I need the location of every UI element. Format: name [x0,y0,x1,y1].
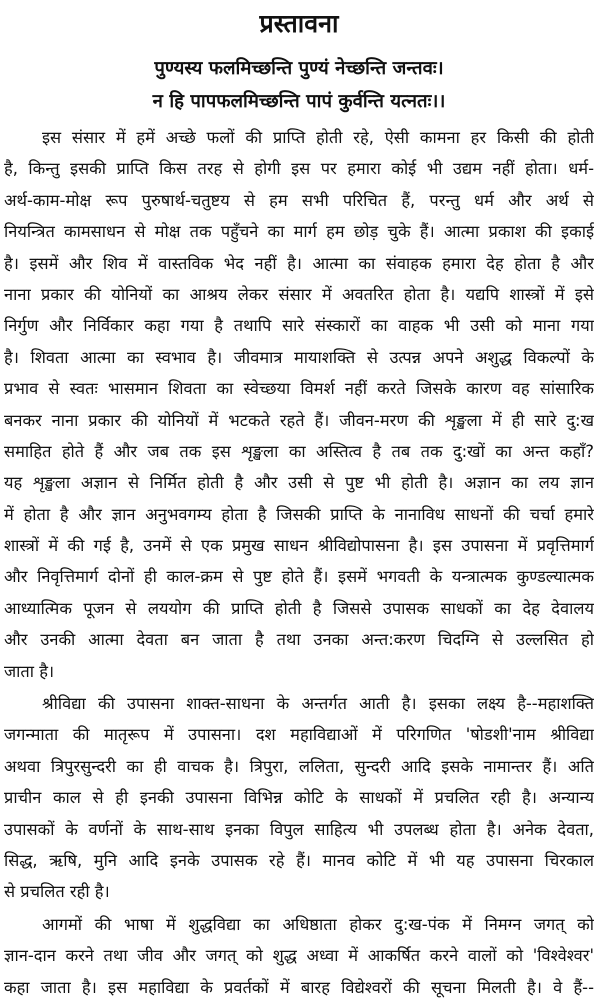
text-line: शास्त्रों में की गई है, उनमें से एक प्रमुख साधन श्रीविद्योपासना है। इस उपासना में प्रवृत्तिमार्ग [4,536,594,556]
text-line: कहा जाता है। इस महाविद्या के प्रवर्तकों में बारह विद्येश्वरों की सूचना मिलती है। वे हैं-- [4,977,594,997]
text-line: है। शिवता आत्मा का स्वभाव है। जीवमात्र मायाशक्ति से उत्पन्न अपने अशुद्ध विकल्पों के [4,347,594,367]
paragraph-1 [4,122,594,687]
text-line: अर्थ-काम-मोक्ष रूप पुरुषार्थ-चतुष्टय से हम सभी परिचित हैं, परन्तु धर्म और अर्थ से [4,190,594,210]
text-line: इस संसार में हमें अच्छे फलों की प्राप्ति होती रहे, ऐसी कामना हर किसी की होती [42,128,594,147]
page-title: प्रस्तावना [259,9,339,38]
text-line: जगन्माता की मातृरूप में उपासना। दश महाविद्याओं में परिगणित 'षोडशी'नाम श्रीविद्या [4,725,594,745]
text-line: नाना प्रकार की योनियों का आश्रय लेकर संसार में अवतरित होता है। यद्यपि शास्त्रों में इसे [4,284,594,304]
text-line: है, किन्तु इसकी प्राप्ति किस तरह से होगी इस पर हमारा कोई भी उद्यम नहीं होता। धर्म- [4,159,594,179]
text-line: से प्रचलित रही है। [4,882,110,902]
text-line: बनकर नाना प्रकार की योनियों में भटकते रहते हैं। जीवन-मरण की शृङ्खला में ही सारे दु:ख [4,410,594,430]
text-line: सिद्ध, ऋषि, मुनि आदि इनके उपासक रहे हैं। मानव कोटि में भी यह उपासना चिरकाल [4,850,594,870]
text-line: निर्गुण और निर्विकार कहा गया है तथापि सारे संस्कारों का वाहक भी उसी को माना गया [4,316,594,336]
text-line: आध्यात्मिक पूजन से लययोग की प्राप्ति होती है जिससे उपासक साधकों का देह देवालय [4,598,594,618]
paragraph-2 [4,688,594,908]
text-line: समाहित होते हैं और जब तक इस शृङ्खला का अस्तित्व है तब तक दु:खों का अन्त कहाँ? [4,441,594,461]
verse-block [4,52,594,118]
text-line: श्रीविद्या की उपासना शाक्त-साधना के अन्तर्गत आती है। इसका लक्ष्य है--महाशक्ति [42,694,594,714]
text-line: और उनकी आत्मा देवता बन जाता है तथा उनका अन्त:करण चिदग्नि से उल्लसित हो [4,630,594,650]
paragraph-3 [4,909,594,1003]
text-line: उपासकों के वर्णनों के साथ-साथ इनका विपुल साहित्य भी उपलब्ध होता है। अनेक देवता, [4,819,594,839]
verse-line-1: पुण्यस्य फलमिच्छन्ति पुण्यं नेच्छन्ति जन्तवः। [154,58,444,79]
text-line: प्राचीन काल से ही इनकी उपासना विभिन्न कोटि के साधकों में प्रचलित रही है। अन्यान्य [4,788,594,808]
text-line: जाता है। [4,661,55,681]
text-line: अथवा त्रिपुरसुन्दरी का ही वाचक है। त्रिपुरा, ललिता, सुन्दरी आदि इसके नामान्तर हैं। अति [4,756,594,776]
text-line: यह शृङ्खला अज्ञान से निर्मित होती है और उसी से पुष्ट भी होती है। अज्ञान का लय ज्ञान [4,473,594,493]
text-line: ज्ञान-दान करने तथा जीव और जगत् को शुद्ध अध्वा में आकर्षित करने वालों को 'विश्वेश्वर' [4,946,594,966]
verse-line-2: न हि पापफलमिच्छन्ति पापं कुर्वन्ति यत्नतः।। [152,91,446,112]
text-line: प्रभाव से स्वतः भासमान शिवता का स्वेच्छया विमर्श नहीं करते जिसके कारण वह सांसारिक [4,379,594,399]
text-line: नियन्त्रित कामसाधन से मोक्ष तक पहुँचने का मार्ग हम छोड़ चुके हैं। आत्मा प्रकाश की इकाई [4,222,594,242]
text-line: और निवृत्तिमार्ग दोनों ही काल-क्रम से पुष्ट होते हैं। इसमें भगवती के यन्त्रात्मक कुण्डल्यात्मक [4,567,594,587]
text-line: आगमों की भाषा में शुद्धविद्या का अधिष्ठाता होकर दु:ख-पंक में निमग्न जगत् को [42,914,594,934]
text-line: में होता है और ज्ञान अनुभवगम्य होता है जिसकी प्राप्ति के नानाविध साधनों की चर्चा हमारे [4,504,594,524]
text-line: है। इसमें और शिव में वास्तविक भेद नहीं है। आत्मा का संवाहक हमारा देह होता है और [4,253,594,273]
